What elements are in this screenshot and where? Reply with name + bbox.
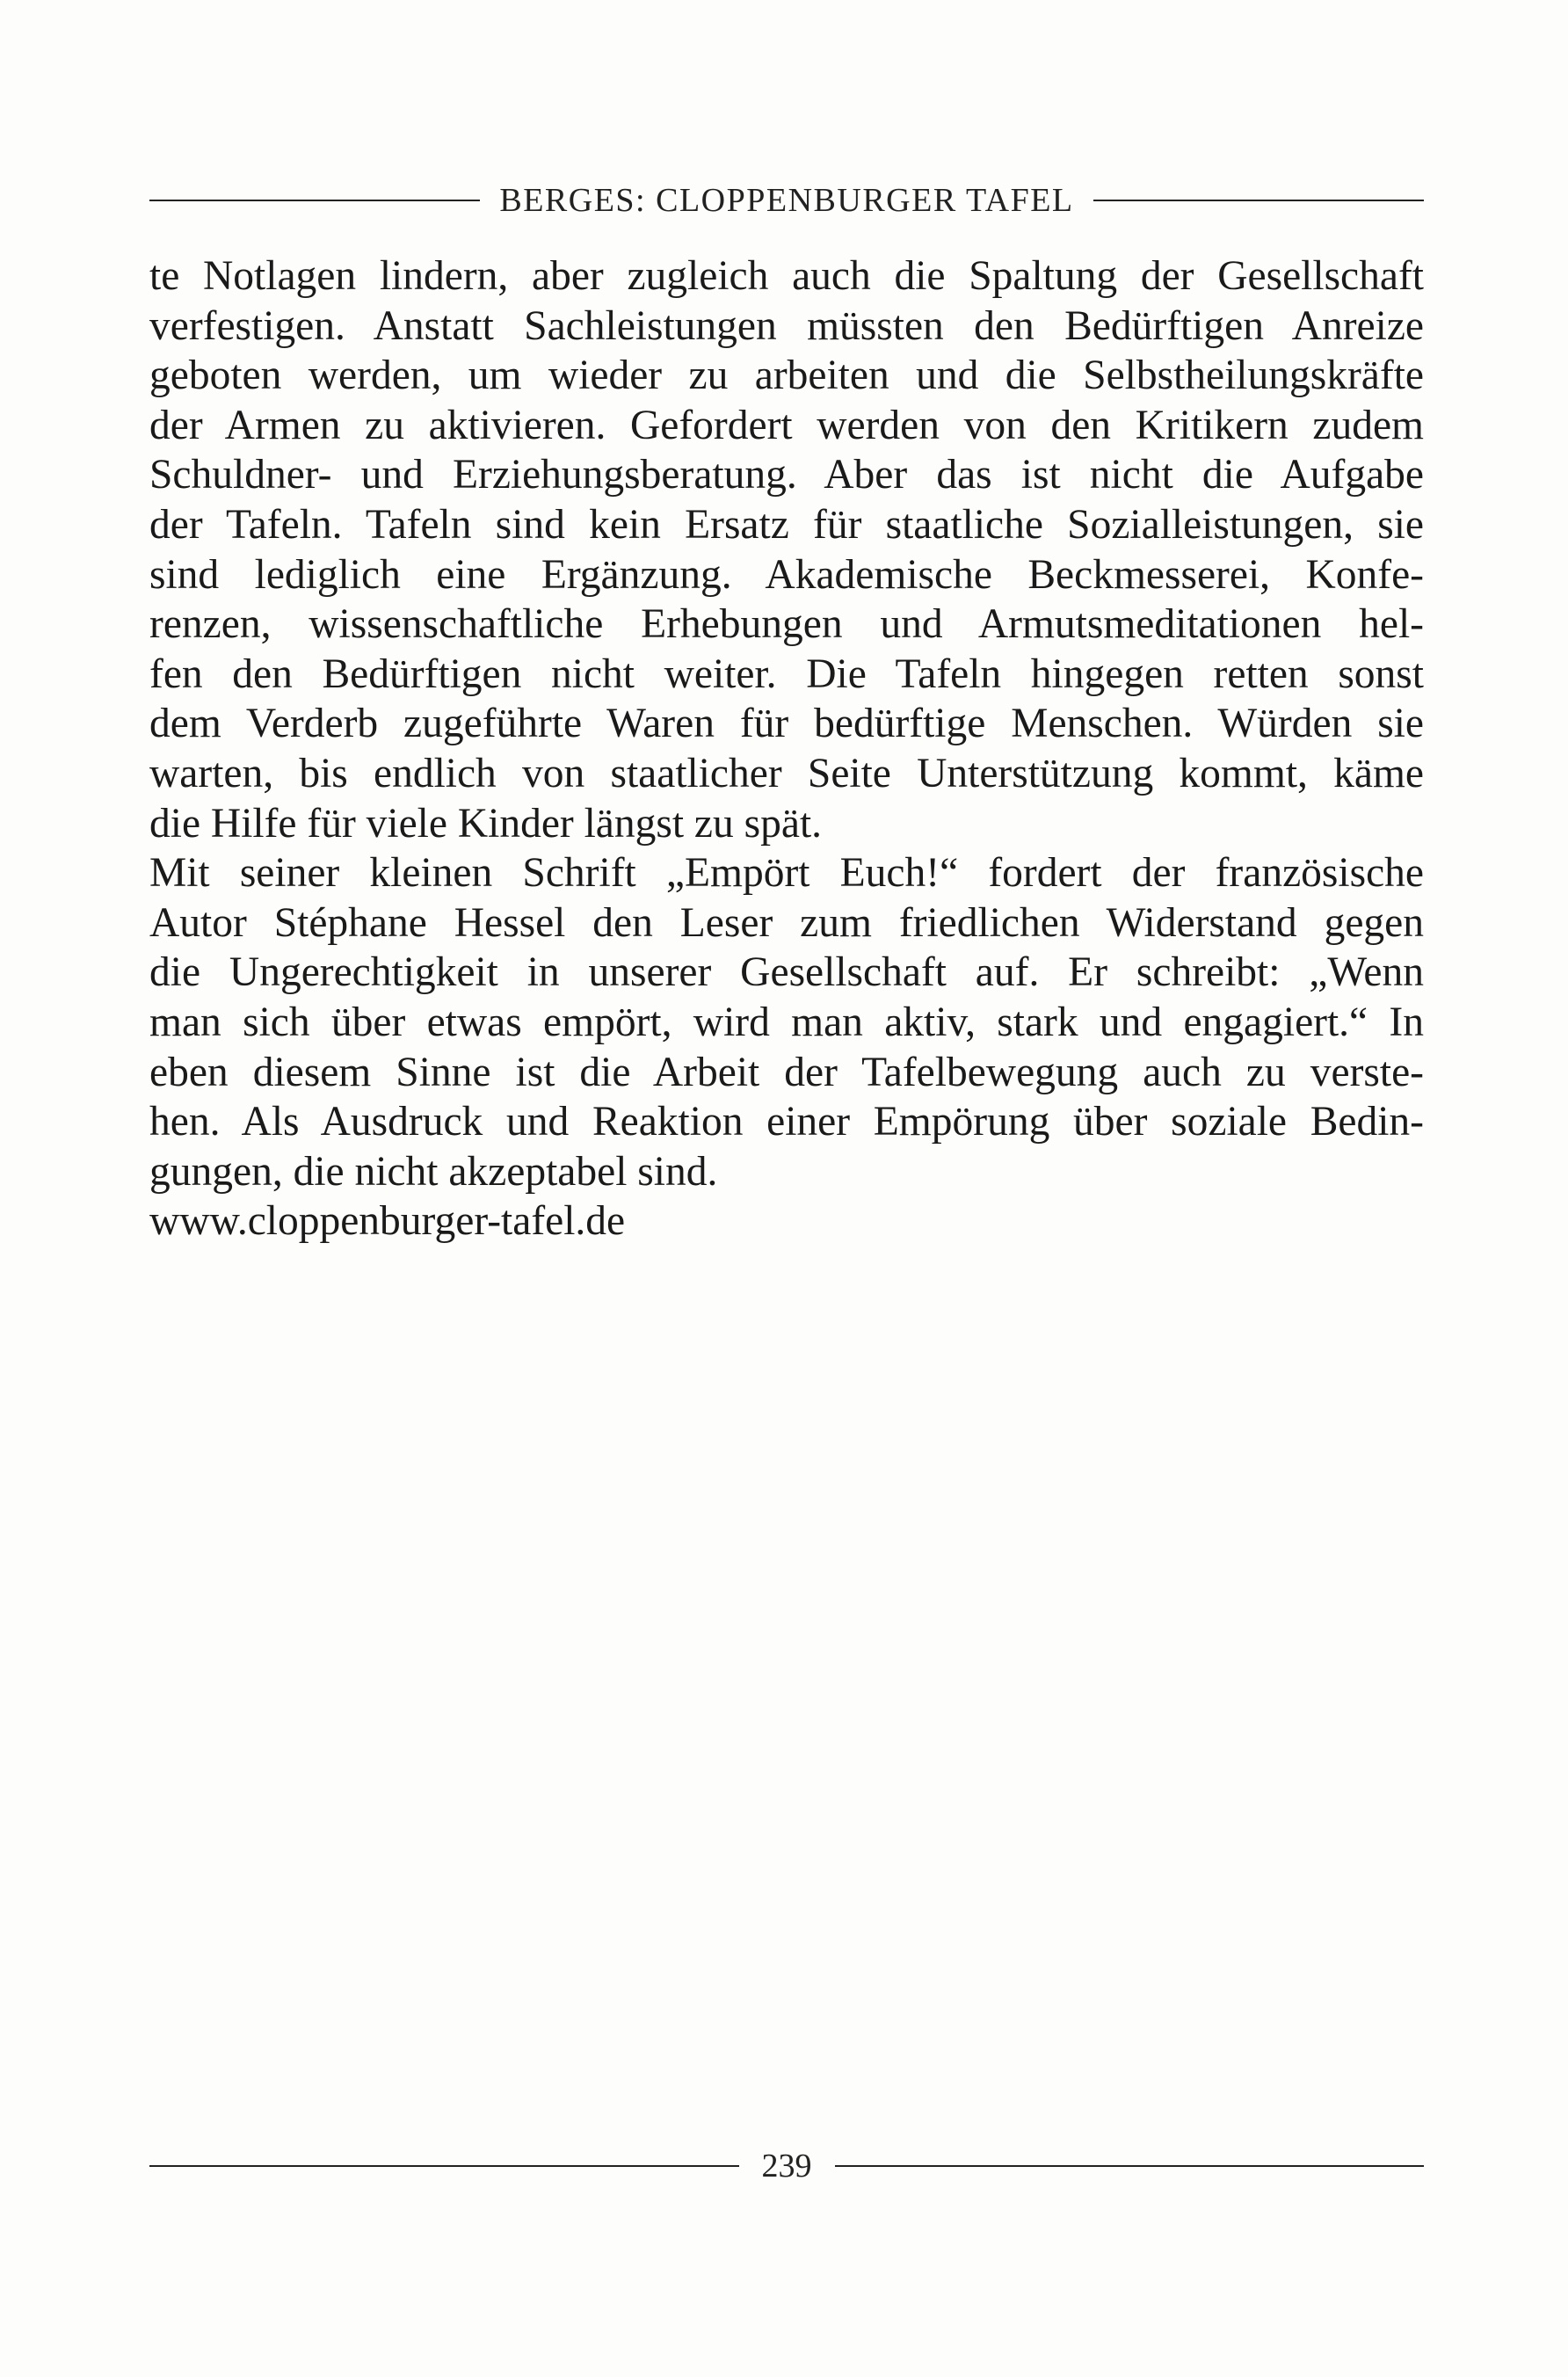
paragraph-2 xyxy=(149,848,1424,1196)
text-line: man sich über etwas empört, wird man aktiv, stark und engagiert.“ In xyxy=(149,999,1424,1045)
text-line: Autor Stéphane Hessel den Leser zum friedlichen Widerstand gegen xyxy=(149,899,1424,946)
text-line: gungen, die nicht akzeptabel sind. xyxy=(149,1148,718,1195)
footer-rule-left xyxy=(149,2165,739,2167)
text-line: geboten werden, um wieder zu arbeiten und die Selbstheilungskräfte xyxy=(149,353,1424,399)
running-header xyxy=(149,174,1424,227)
text-line: verfestigen. Anstatt Sachleistungen müssten den Bedürftigen Anreize xyxy=(149,302,1424,349)
page-number: 239 xyxy=(761,2148,812,2184)
body-text xyxy=(149,251,1424,1247)
header-rule-right xyxy=(1093,200,1424,201)
text-line: fen den Bedürftigen nicht weiter. Die Tafeln hingegen retten sonst xyxy=(149,651,1424,697)
paragraph-3 xyxy=(149,1196,1424,1247)
text-line: der Armen zu aktivieren. Gefordert werden von den Kritikern zudem xyxy=(149,402,1424,448)
text-line: eben diesem Sinne ist die Arbeit der Tafelbewegung auch zu verste- xyxy=(149,1049,1424,1095)
page-footer xyxy=(149,2140,1424,2192)
text-line: sind lediglich eine Ergänzung. Akademische Beckmesserei, Konfe- xyxy=(149,551,1424,598)
text-line: warten, bis endlich von staatlicher Seite Unterstützung kommt, käme xyxy=(149,750,1424,796)
running-header-title: BERGES: CLOPPENBURGER TAFEL xyxy=(499,182,1074,219)
text-line: die Hilfe für viele Kinder längst zu spät. xyxy=(149,800,823,847)
text-line: der Tafeln. Tafeln sind kein Ersatz für staatliche Sozialleistungen, sie xyxy=(149,501,1424,548)
text-line: Schuldner- und Erziehungsberatung. Aber das ist nicht die Aufgabe xyxy=(149,452,1424,498)
text-line: dem Verderb zugeführte Waren für bedürftige Menschen. Würden sie xyxy=(149,701,1424,747)
footer-rule-right xyxy=(835,2165,1425,2167)
text-line: hen. Als Ausdruck und Reaktion einer Empörung über soziale Bedin- xyxy=(149,1099,1424,1145)
text-line: Mit seiner kleinen Schrift „Empört Euch!“ fordert der französische xyxy=(149,850,1424,897)
header-rule-left xyxy=(149,200,480,201)
text-line: te Notlagen lindern, aber zugleich auch die Spaltung der Gesellschaft xyxy=(149,253,1424,299)
paragraph-1 xyxy=(149,251,1424,848)
text-line: die Ungerechtigkeit in unserer Gesellschaft auf. Er schreibt: „Wenn xyxy=(149,949,1424,996)
text-line: renzen, wissenschaftliche Erhebungen und Armutsmeditationen hel- xyxy=(149,601,1424,648)
website-url: www.cloppenburger-tafel.de xyxy=(149,1198,626,1245)
